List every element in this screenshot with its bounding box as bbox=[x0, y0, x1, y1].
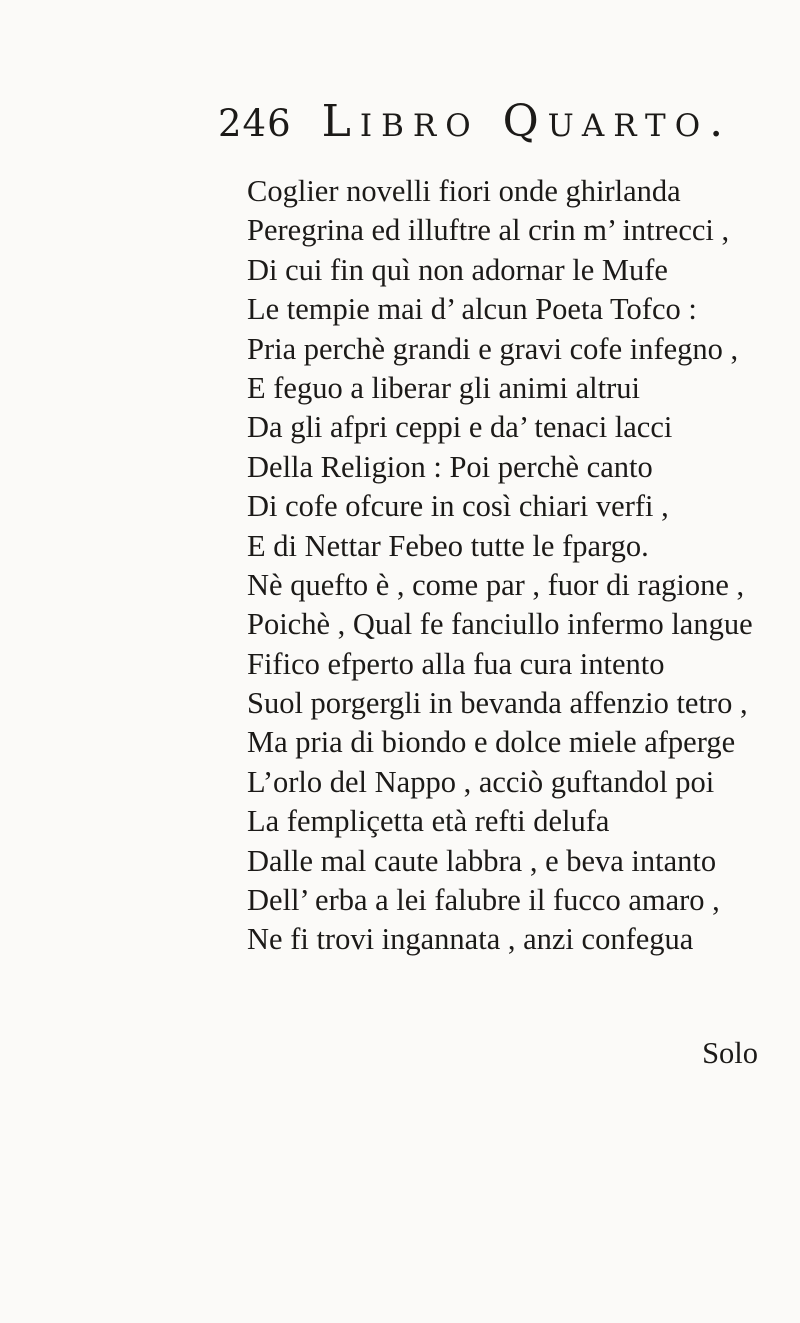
verse-line: L’orlo del Nappo , acciò guftandol poi bbox=[247, 764, 715, 799]
verse-line: Di cui fin quì non adornar le Mufe bbox=[247, 252, 668, 287]
verse-line: Poichè , Qual fe fanciullo infermo langue bbox=[247, 607, 753, 642]
verse-line: Nè quefto è , come par , fuor di ragione , bbox=[247, 567, 745, 602]
verse-line: Della Religion : Poi perchè canto bbox=[247, 449, 653, 484]
verse-line: E di Nettar Febeo tutte le fpargo. bbox=[247, 528, 649, 563]
verse-line: Le tempie mai d’ alcun Poeta Tofco : bbox=[247, 292, 697, 327]
verse-line: Pria perchè grandi e gravi cofe infegno , bbox=[247, 331, 739, 366]
verse-line: Ne fi trovi ingannata , anzi confegua bbox=[247, 922, 694, 957]
catchword: Solo bbox=[702, 1036, 758, 1070]
verse-line: Di cofe ofcure in così chiari verfi , bbox=[247, 489, 669, 524]
page-number: 246 bbox=[218, 102, 292, 145]
verse-line: La fempliçetta età refti delufa bbox=[247, 804, 610, 839]
verse-line: Da gli afpri ceppi e da’ tenaci lacci bbox=[247, 410, 673, 445]
verse-line: Peregrina ed illuftre al crin m’ intrecci , bbox=[247, 213, 730, 248]
page-header bbox=[218, 96, 732, 156]
running-head: Libro Quarto. bbox=[321, 96, 733, 147]
verse-line: Dalle mal caute labbra , e beva intanto bbox=[247, 843, 717, 878]
verse-line: E feguo a liberar gli animi altrui bbox=[247, 370, 640, 405]
verse-line: Dell’ erba a lei falubre il fucco amaro , bbox=[247, 883, 720, 918]
verse-block bbox=[247, 172, 767, 960]
verse-line: Fifico efperto alla fua cura intento bbox=[247, 646, 665, 681]
verse-line: Ma pria di biondo e dolce miele afperge bbox=[247, 725, 736, 760]
verse-line: Coglier novelli fiori onde ghirlanda bbox=[247, 174, 681, 208]
verse-line: Suol porgergli in bevanda affenzio tetro , bbox=[247, 686, 748, 721]
